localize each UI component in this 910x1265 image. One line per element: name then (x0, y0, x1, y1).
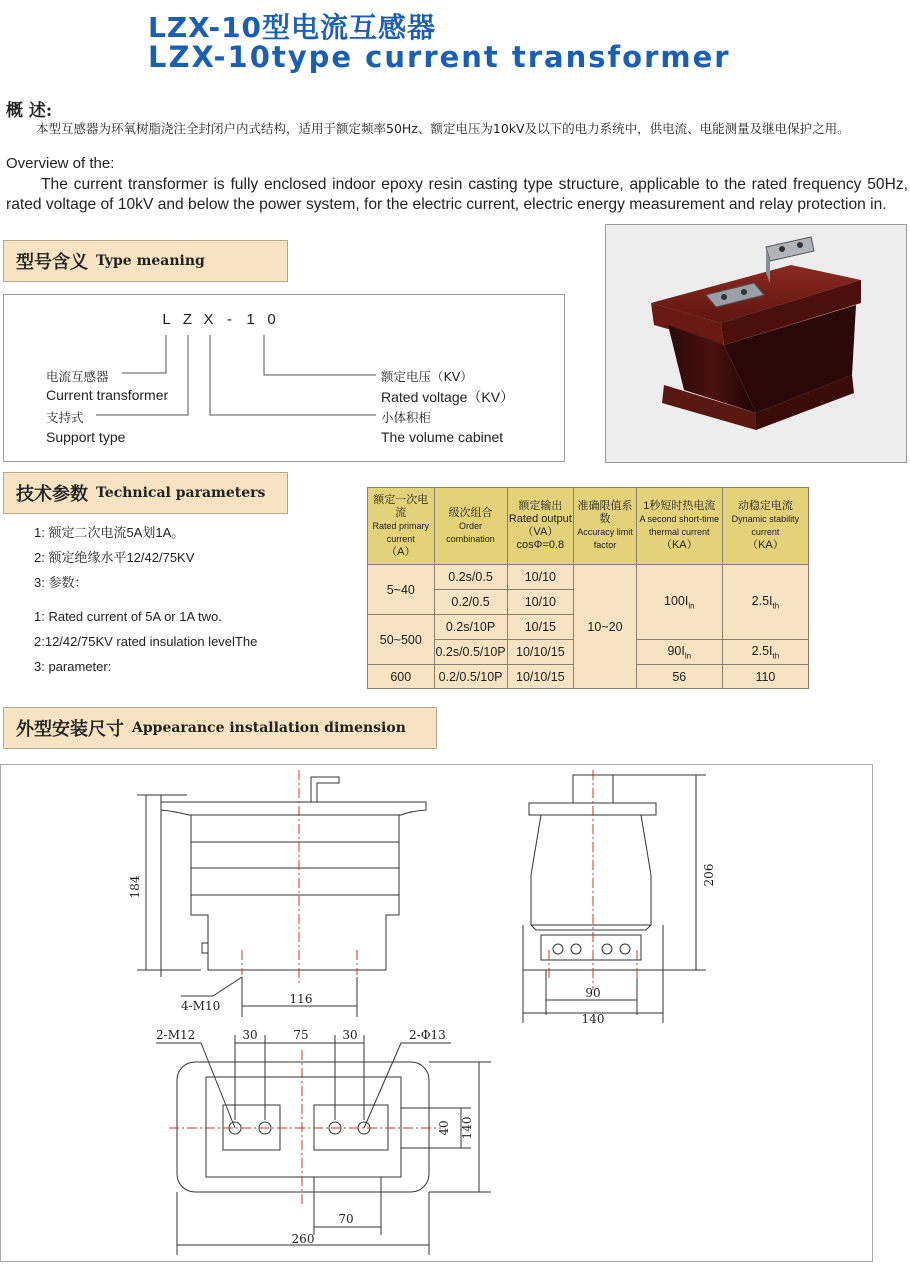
dim-70: 70 (338, 1212, 354, 1226)
dim-260: 260 (291, 1232, 315, 1246)
title-en: LZX-10type current transformer (148, 40, 731, 74)
overview-text-en: The current transformer is fully enclosed indoor epoxy resin casting type structure, applicable to the rated frequency 50Hz, rated voltage of 10kV and below the power system, for the electric current, electric energy measurement and relay protection in. (6, 176, 908, 213)
tech-item-en: 2:12/42/75KV rated insulation levelThe (34, 634, 258, 649)
dim-30b: 30 (342, 1028, 358, 1042)
header-cell: 额定输出 Rated output （VA） cosΦ=0.8 (507, 488, 574, 565)
dim-m12: 2-M12 (156, 1028, 196, 1042)
table-cell: 10~20 (574, 565, 637, 689)
table-cell: $100I_{ln}$ (636, 565, 722, 640)
label-v-cn: 额定电压（KV） (381, 369, 473, 384)
tech-item-en: 3: parameter: (34, 659, 112, 674)
code-char: 0 (267, 311, 276, 328)
label-l-en: Current transformer (46, 387, 169, 403)
header-cell: 准确限值系数 Accuracy limit factor (574, 488, 637, 565)
dim-m10: 4-M10 (181, 999, 221, 1013)
code-char: L (162, 311, 171, 328)
label-z-cn: 支持式 (46, 410, 84, 425)
label-l-cn: 电流互感器 (46, 369, 109, 384)
table-cell: $2.5I_{th}$ (722, 565, 808, 640)
header-cell: 级次组合 Order combination (434, 488, 507, 565)
dim-40: 40 (437, 1120, 451, 1136)
dim-140b: 140 (460, 1116, 474, 1140)
appearance-heading-en: Appearance installation dimension (132, 720, 406, 736)
table-header-row (368, 488, 809, 565)
dim-30a: 30 (242, 1028, 258, 1042)
dimension-drawing (0, 764, 873, 1262)
centerlines (169, 770, 637, 1205)
header-cell: 1秒短时热电流 A second short-time thermal current （KA） (636, 488, 722, 565)
label-x-en: The volume cabinet (381, 429, 504, 445)
drawing-canvas (1, 765, 872, 1261)
code-char: 1 (246, 311, 255, 328)
tech-heading-cn: 技术参数 (16, 484, 88, 505)
code-char: - (227, 311, 232, 328)
dim-140: 140 (581, 1012, 605, 1026)
overview-heading-en: Overview of the: (6, 155, 115, 172)
header-cell: 动稳定电流 Dynamic stability current （KA） (722, 488, 808, 565)
dim-206: 206 (702, 863, 716, 887)
dim-90: 90 (585, 986, 601, 1000)
label-v-en: Rated voltage（KV） (381, 389, 515, 405)
tech-item-en: 1: Rated current of 5A or 1A two. (34, 609, 222, 624)
table-cell: $2.5I_{th}$ (722, 640, 808, 665)
tech-heading-en: Technical parameters (96, 485, 266, 501)
table-cell: 10/10 (507, 565, 574, 590)
table-cell: 50~500 (368, 615, 435, 665)
dim-75: 75 (293, 1028, 309, 1042)
table-cell: 0.2s/0.5 (434, 565, 507, 590)
table-cell: 0.2s/0.5/10P (434, 640, 507, 665)
table-cell: 0.2s/10P (434, 615, 507, 640)
table-cell: $90I_{ln}$ (636, 640, 722, 665)
overview-heading-cn: 概 述: (6, 101, 53, 121)
overview-text-cn: 本型互感器为环氧树脂浇注全封闭户内式结构，适用于额定频率50Hz、额定电压为10kV及以下的电力系统中，供电流、电能测量及继电保护之用。 (36, 121, 850, 136)
type-meaning-heading-en: Type meaning (96, 253, 205, 269)
table-cell: 10/10 (507, 590, 574, 615)
tech-item-cn: 1: 额定二次电流5A划1A。 (34, 525, 185, 540)
header-cell: 额定一次电流 Rated primary current （A） (368, 488, 435, 565)
table-cell: 0.2/0.5 (434, 590, 507, 615)
table-cell: 10/10/15 (507, 640, 574, 665)
table-cell: 10/10/15 (507, 665, 574, 689)
transformer-illustration (606, 225, 906, 462)
dim-116: 116 (289, 992, 313, 1006)
table-row (368, 565, 809, 590)
table-cell: 56 (636, 665, 722, 689)
code-char: X (203, 311, 214, 328)
parameter-table (367, 487, 809, 689)
table-cell: 110 (722, 665, 808, 689)
dim-184: 184 (128, 875, 142, 899)
appearance-heading (3, 707, 437, 749)
type-meaning-heading (3, 240, 288, 282)
title-cn: LZX-10型电流互感器 (148, 11, 437, 44)
tech-heading (3, 472, 288, 514)
code-char: Z (182, 311, 193, 328)
tech-item-cn: 3: 参数： (34, 575, 88, 590)
table-cell: 0.2/0.5/10P (434, 665, 507, 689)
appearance-heading-cn: 外型安装尺寸 (16, 719, 124, 740)
tech-item-cn: 2: 额定绝缘水平12/42/75KV (34, 550, 195, 565)
dim-phi13: 2-Φ13 (409, 1028, 446, 1042)
label-z-en: Support type (46, 429, 126, 445)
type-meaning-box (3, 294, 565, 462)
label-x-cn: 小体积柜 (381, 410, 432, 425)
table-cell: 600 (368, 665, 435, 689)
table-cell: 5~40 (368, 565, 435, 615)
table-cell: 10/15 (507, 615, 574, 640)
product-photo (605, 224, 907, 463)
type-meaning-heading-cn: 型号含义 (16, 252, 88, 273)
